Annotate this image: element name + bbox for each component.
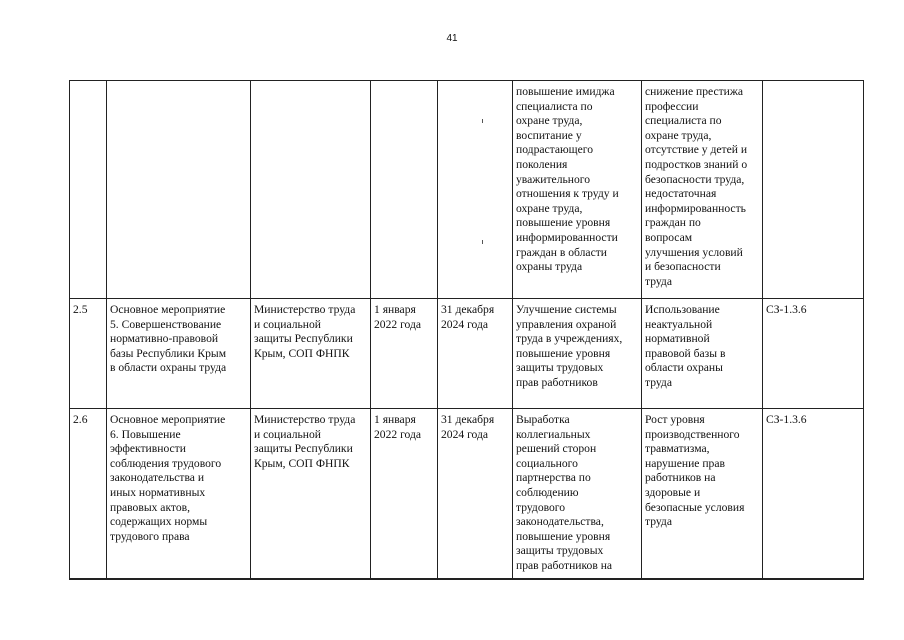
cell-number: 2.6 [70,409,107,580]
cell-expected-result: Выработка коллегиальных решений сторон социального партнерства по соблюдению трудового законодательства, повышение уровня защиты трудовых прав работников на [513,409,642,580]
cell-expected-result: повышение имиджа специалиста по охране труда, воспитание у подрастающего поколения уважительного отношения к труду и охране труда, повышение уровня информированности граждан в области охраны труда [513,81,642,299]
cell-end-date [438,81,513,299]
table-row [70,299,864,409]
cell-event [107,81,251,299]
cell-end-date: 31 декабря 2024 года [438,299,513,409]
cell-consequences: Рост уровня производственного травматизма, нарушение прав работников на здоровые и безопасные условия труда [642,409,763,580]
cell-end-date: 31 декабря 2024 года [438,409,513,580]
measures-table [69,80,864,580]
cell-number: 2.5 [70,299,107,409]
cell-executor: Министерство труда и социальной защиты Республики Крым, СОП ФНПК [251,299,371,409]
page-number: 41 [446,33,458,44]
cell-link [763,81,864,299]
cell-consequences: снижение престижа профессии специалиста по охране труда, отсутствие у детей и подростков знаний о безопасности труда, недостаточная информированность граждан по вопросам улучшения условий и безопасности труда [642,81,763,299]
cell-executor [251,81,371,299]
cell-event: Основное мероприятие 5. Совершенствование нормативно-правовой базы Республики Крым в области охраны труда [107,299,251,409]
cell-start-date: 1 января 2022 года [371,409,438,580]
cell-event: Основное мероприятие 6. Повышение эффективности соблюдения трудового законодательства и иных нормативных правовых актов, содержащих нормы трудового права [107,409,251,580]
cell-start-date [371,81,438,299]
cell-expected-result: Улучшение системы управления охраной труда в учреждениях, повышение уровня защиты трудовых прав работников [513,299,642,409]
table-row [70,81,864,299]
cell-link: СЗ-1.3.6 [763,409,864,580]
scan-speck [482,119,483,123]
table-row [70,409,864,580]
cell-executor: Министерство труда и социальной защиты Республики Крым, СОП ФНПК [251,409,371,580]
cell-link: СЗ-1.3.6 [763,299,864,409]
scan-speck [482,240,483,244]
cell-start-date: 1 января 2022 года [371,299,438,409]
cell-number [70,81,107,299]
cell-consequences: Использование неактуальной нормативной правовой базы в области охраны труда [642,299,763,409]
